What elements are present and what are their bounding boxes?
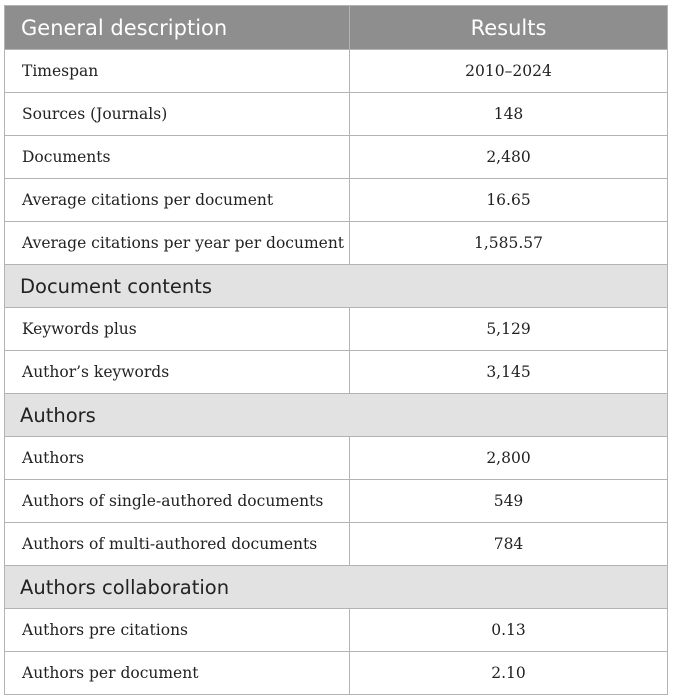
row-value: 3,145	[350, 351, 668, 394]
row-value: 2,800	[350, 437, 668, 480]
header-results: Results	[350, 6, 668, 50]
table-body	[5, 50, 668, 695]
row-value: 2,480	[350, 136, 668, 179]
row-label: Authors of multi-authored documents	[5, 523, 350, 566]
row-value: 1,585.57	[350, 222, 668, 265]
table-row	[5, 351, 668, 394]
header-general-description: General description	[5, 6, 350, 50]
row-value: 5,129	[350, 308, 668, 351]
section-row-authors	[5, 394, 668, 437]
section-row-document-contents	[5, 265, 668, 308]
table-row	[5, 308, 668, 351]
table-row	[5, 50, 668, 93]
row-value: 2010–2024	[350, 50, 668, 93]
row-label: Authors pre citations	[5, 609, 350, 652]
table-row	[5, 222, 668, 265]
row-label: Authors per document	[5, 652, 350, 695]
table-row	[5, 136, 668, 179]
section-title: Authors	[5, 394, 668, 437]
row-label: Authors	[5, 437, 350, 480]
table-header	[5, 6, 668, 50]
row-value: 0.13	[350, 609, 668, 652]
row-label: Average citations per year per document	[5, 222, 350, 265]
section-row-authors-collaboration	[5, 566, 668, 609]
table-row	[5, 523, 668, 566]
table-row	[5, 480, 668, 523]
table-row	[5, 179, 668, 222]
row-label: Documents	[5, 136, 350, 179]
row-value: 784	[350, 523, 668, 566]
row-label: Keywords plus	[5, 308, 350, 351]
row-value: 549	[350, 480, 668, 523]
table-row	[5, 652, 668, 695]
row-label: Authors of single-authored documents	[5, 480, 350, 523]
section-title: Authors collaboration	[5, 566, 668, 609]
table-row	[5, 93, 668, 136]
row-value: 16.65	[350, 179, 668, 222]
section-title: Document contents	[5, 265, 668, 308]
statistics-table	[4, 5, 668, 695]
row-value: 2.10	[350, 652, 668, 695]
row-label: Timespan	[5, 50, 350, 93]
row-label: Author’s keywords	[5, 351, 350, 394]
table-row	[5, 437, 668, 480]
row-label: Sources (Journals)	[5, 93, 350, 136]
header-row	[5, 6, 668, 50]
row-label: Average citations per document	[5, 179, 350, 222]
row-value: 148	[350, 93, 668, 136]
table-row	[5, 609, 668, 652]
